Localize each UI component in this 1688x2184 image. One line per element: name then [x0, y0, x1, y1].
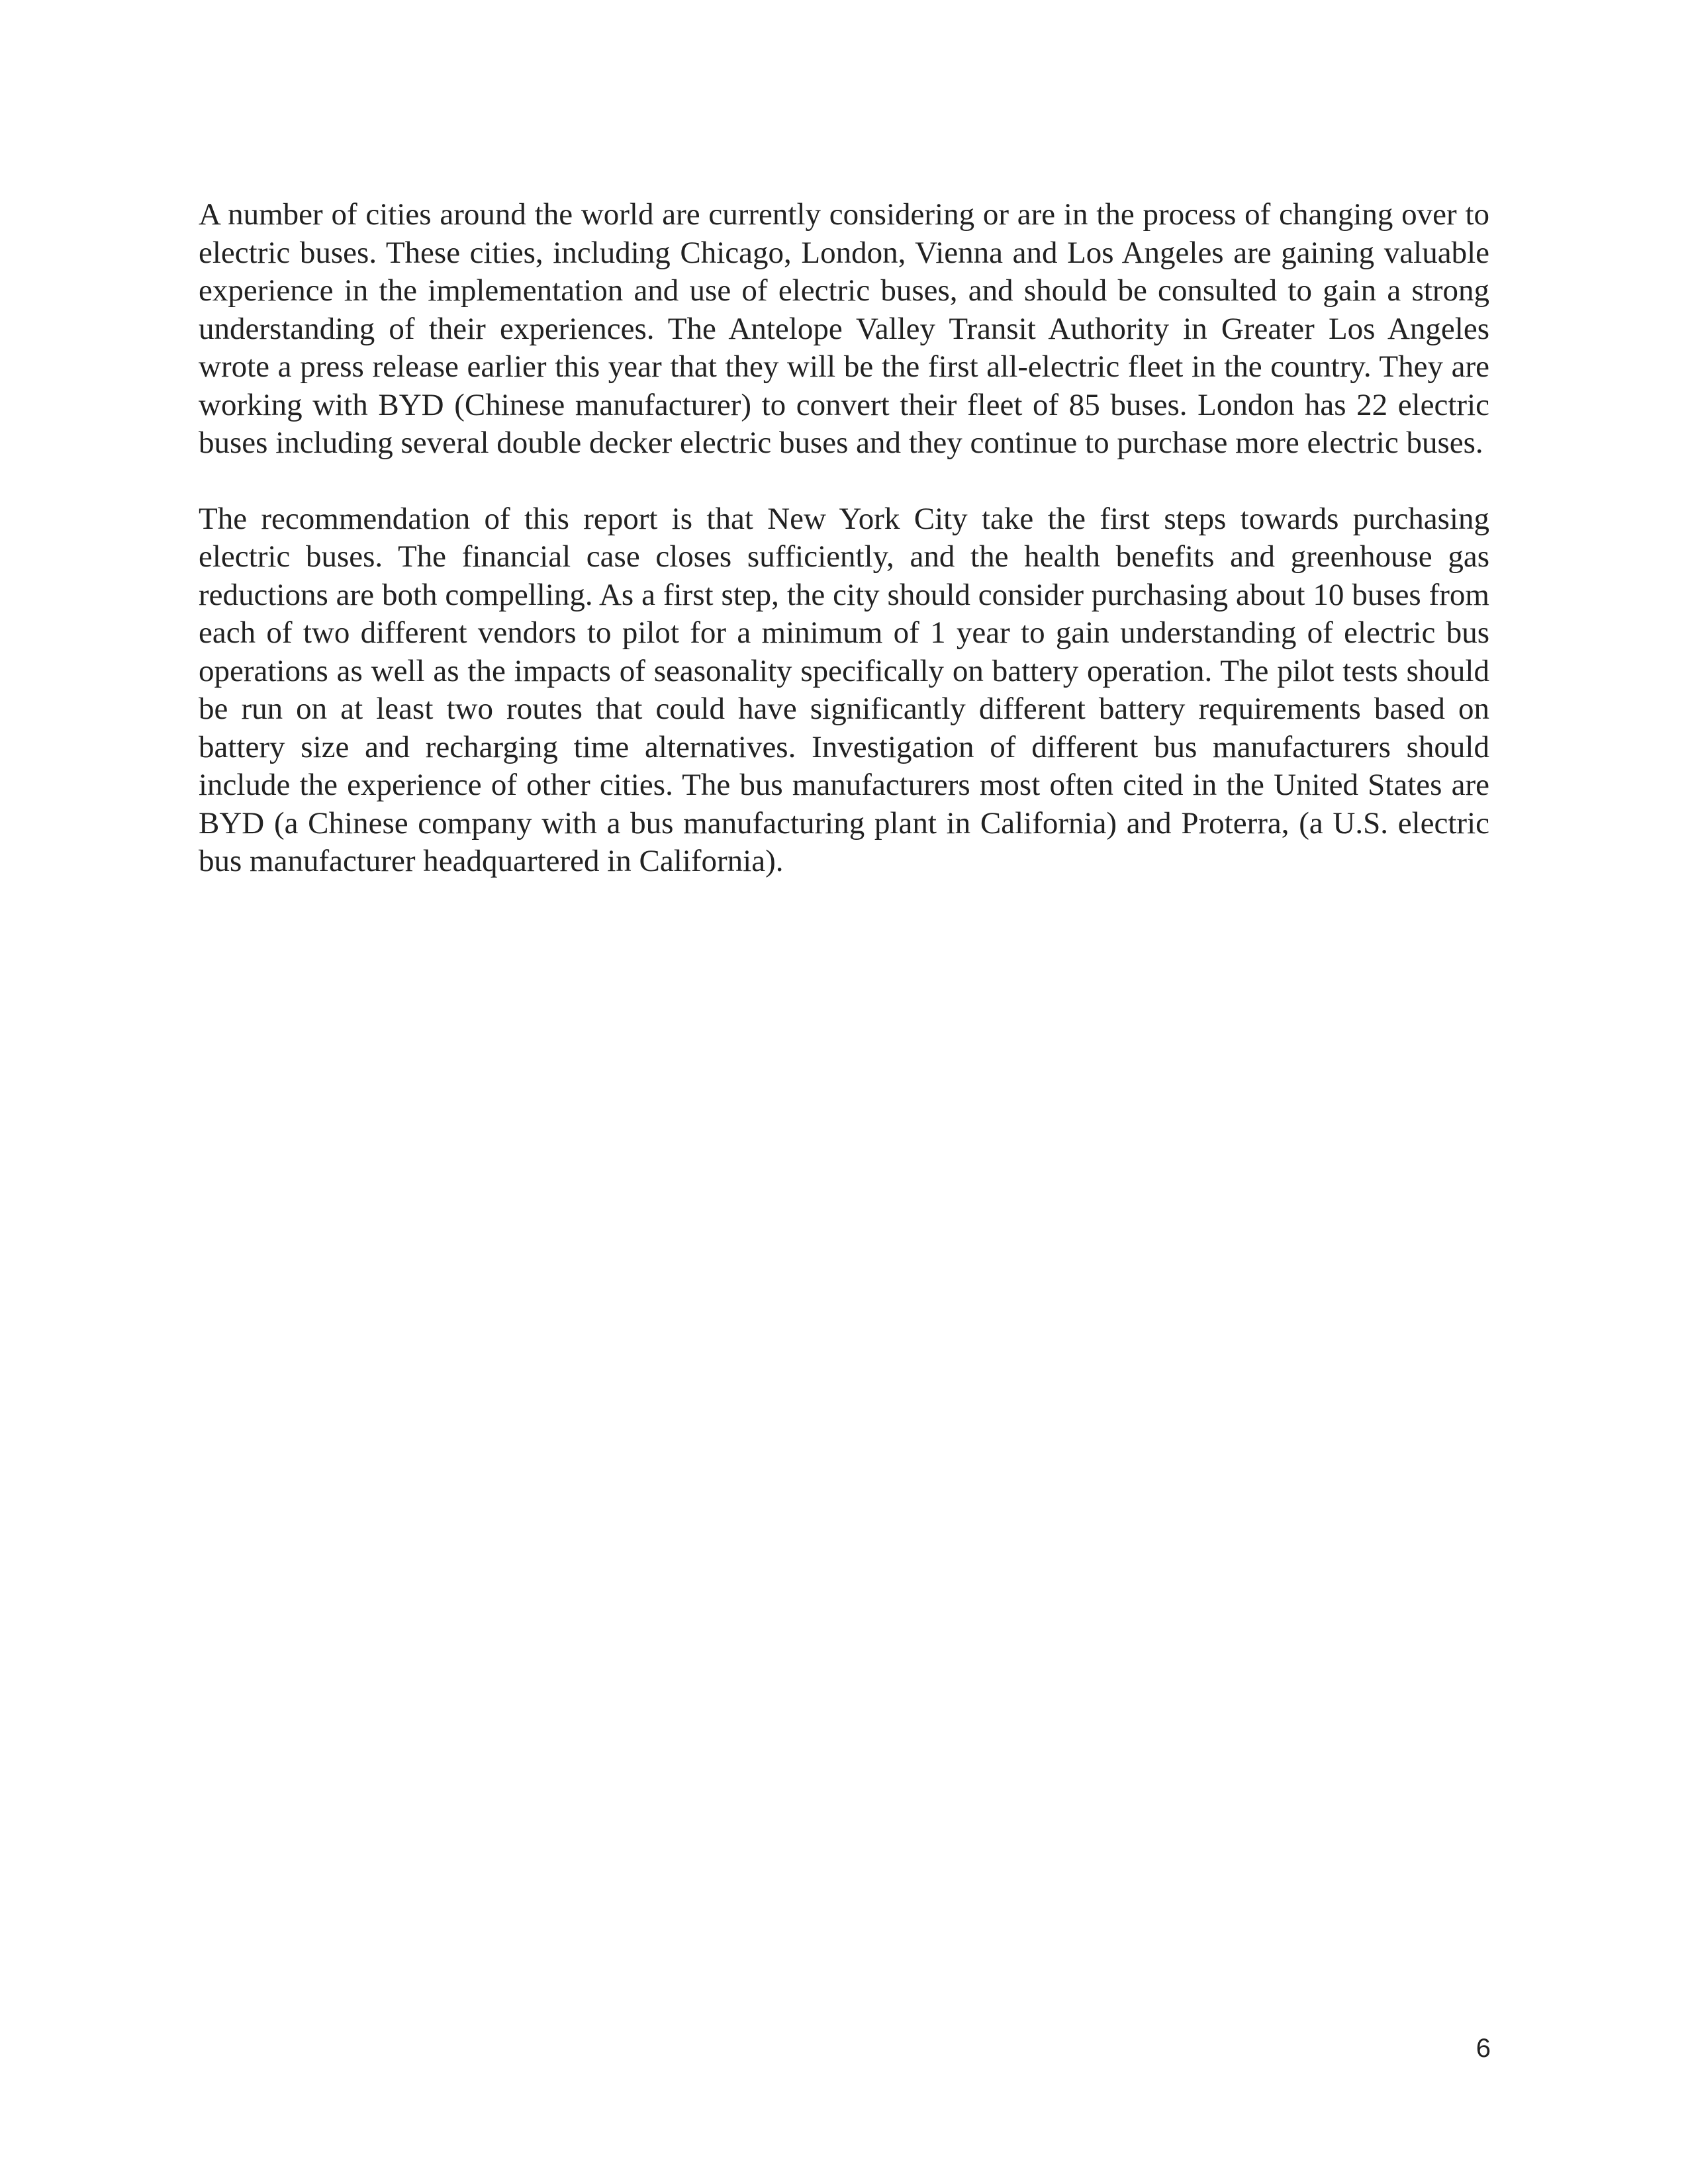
paragraph-electric-bus-cities: A number of cities around the world are currently considering or are in the process of changing over to electric buses. These cities, including Chicago, London, Vienna and Los Angeles are gaining valuable experience in the implementation and use of electric buses, and should be consulted to gain a strong understanding of their experiences. The Antelope Valley Transit Authority in Greater Los Angeles wrote a press release earlier this year that they will be the first all-electric fleet in the country. They are working with BYD (Chinese manufacturer) to convert their fleet of 85 buses. London has 22 electric buses including several double decker electric buses and they continue to purchase more electric buses.: [199, 197, 1489, 460]
paragraph-recommendation: The recommendation of this report is that New York City take the first steps towards purchasing electric buses. The financial case closes sufficiently, and the health benefits and greenhouse gas reductions are both compelling. As a first step, the city should consider purchasing about 10 buses from each of two different vendors to pilot for a minimum of 1 year to gain understanding of electric bus operations as well as the impacts of seasonality specifically on battery operation. The pilot tests should be run on at least two routes that could have significantly different battery requirements based on battery size and recharging time alternatives. Investigation of different bus manufacturers should include the experience of other cities. The bus manufacturers most often cited in the United States are BYD (a Chinese company with a bus manufacturing plant in California) and Proterra, (a U.S. electric bus manufacturer headquartered in California).: [199, 501, 1489, 878]
page-number: 6: [1476, 2034, 1491, 2063]
body-text: [199, 196, 1489, 919]
